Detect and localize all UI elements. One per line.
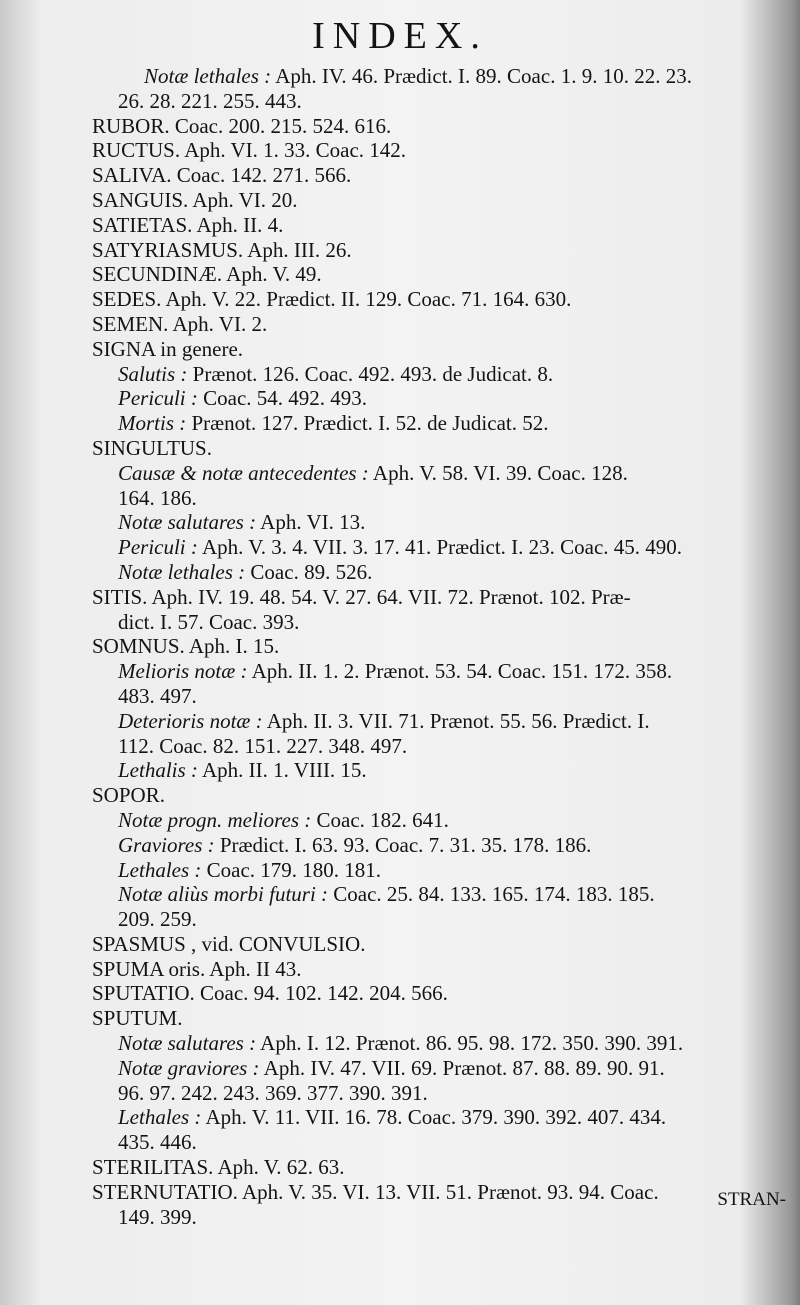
entry-references: Coac. 179. 180. 181. <box>201 857 382 882</box>
page-header: INDEX. <box>312 15 488 57</box>
index-entry-line <box>92 783 786 808</box>
entry-references: RUBOR. Coac. 200. 215. 524. 616. <box>92 113 392 138</box>
index-entry-line <box>92 287 786 312</box>
index-entry-line <box>92 337 786 362</box>
index-entry-line <box>92 238 786 263</box>
index-entry-line <box>92 634 786 659</box>
entry-subheading: Salutis : <box>118 361 188 386</box>
index-entry-line <box>92 981 786 1006</box>
entry-references: Coac. 54. 492. 493. <box>197 386 368 411</box>
index-entry-line <box>92 932 786 957</box>
entry-references: SATIETAS. Aph. II. 4. <box>92 212 284 237</box>
index-entry-line <box>92 411 786 436</box>
index-entry-line <box>92 585 786 610</box>
entry-references: Coac. 89. 526. <box>245 559 373 584</box>
entry-references: SANGUIS. Aph. VI. 20. <box>92 187 298 212</box>
entry-subheading: Lethales : <box>118 1105 202 1130</box>
index-entry-line <box>92 213 786 238</box>
entry-references: Prænot. 127. Prædict. I. 52. de Judicat. 52. <box>186 411 549 436</box>
index-entry-line <box>92 907 786 932</box>
entry-references: Aph. V. 3. 4. VII. 3. 17. 41. Prædict. I. 23. Coac. 45. 490. <box>197 535 683 560</box>
entry-references: SITIS. Aph. IV. 19. 48. 54. V. 27. 64. VII. 72. Prænot. 102. Præ- <box>92 584 631 609</box>
index-entry-line <box>92 1031 786 1056</box>
index-entry-line <box>92 262 786 287</box>
index-entry-line <box>92 114 786 139</box>
index-entry-line <box>92 486 786 511</box>
index-entry-line <box>92 610 786 635</box>
index-entry-line <box>92 659 786 684</box>
entry-references: Aph. V. 58. VI. 39. Coac. 128. <box>368 460 628 485</box>
entry-references: SEMEN. Aph. VI. 2. <box>92 311 268 336</box>
entry-references: SECUNDINÆ. Aph. V. 49. <box>92 262 322 287</box>
entry-references: 149. 399. <box>118 1204 197 1229</box>
index-entry-line <box>92 833 786 858</box>
entry-references: Aph. IV. 47. VII. 69. Prænot. 87. 88. 89. 90. 91. <box>259 1055 665 1080</box>
index-entry-line <box>92 957 786 982</box>
entry-references: Coac. 182. 641. <box>311 807 449 832</box>
index-entry-line <box>92 1105 786 1130</box>
entry-references: 164. 186. <box>118 485 197 510</box>
entry-references: Coac. 25. 84. 133. 165. 174. 183. 185. <box>328 882 655 907</box>
index-entry-line <box>92 510 786 535</box>
entry-references: SPUMA oris. Aph. II 43. <box>92 956 302 981</box>
index-body <box>92 64 786 1229</box>
entry-subheading: Notæ graviores : <box>118 1055 260 1080</box>
index-entry-line <box>92 1155 786 1180</box>
entry-references: SINGULTUS. <box>92 435 212 460</box>
index-entry-line <box>92 1006 786 1031</box>
entry-references: SPUTATIO. Coac. 94. 102. 142. 204. 566. <box>92 981 448 1006</box>
index-entry-line <box>92 1180 786 1205</box>
index-entry-line <box>92 1056 786 1081</box>
entry-references: Aph. II. 1. 2. Prænot. 53. 54. Coac. 151. 172. 358. <box>247 659 673 684</box>
entry-references: STERILITAS. Aph. V. 62. 63. <box>92 1155 345 1180</box>
entry-subheading: Causæ & notæ antecedentes : <box>118 460 369 485</box>
entry-references: STERNUTATIO. Aph. V. 35. VI. 13. VII. 51. Prænot. 93. 94. Coac. <box>92 1179 659 1204</box>
index-entry-line <box>92 386 786 411</box>
index-entry-line <box>92 1205 786 1230</box>
index-entry-line <box>92 436 786 461</box>
entry-references: SPUTUM. <box>92 1006 183 1031</box>
index-entry-line <box>92 89 786 114</box>
entry-subheading: Notæ salutares : <box>118 1031 257 1056</box>
index-entry-line <box>92 535 786 560</box>
entry-subheading: Notæ salutares : <box>118 510 257 535</box>
entry-references: RUCTUS. Aph. VI. 1. 33. Coac. 142. <box>92 138 407 163</box>
entry-subheading: Lethalis : <box>118 758 198 783</box>
entry-references: 96. 97. 242. 243. 369. 377. 390. 391. <box>118 1080 428 1105</box>
index-entry-line <box>92 560 786 585</box>
entry-references: Prænot. 126. Coac. 492. 493. de Judicat. 8. <box>187 361 554 386</box>
entry-references: SALIVA. Coac. 142. 271. 566. <box>92 163 352 188</box>
entry-references: SOPOR. <box>92 783 165 808</box>
entry-references: 483. 497. <box>118 683 197 708</box>
entry-references: Aph. V. 11. VII. 16. 78. Coac. 379. 390. 392. 407. 434. <box>201 1105 667 1130</box>
index-entry-line <box>92 709 786 734</box>
catchword: STRAN- <box>717 1189 786 1210</box>
entry-subheading: Notæ progn. meliores : <box>118 807 312 832</box>
entry-references: Aph. II. 3. VII. 71. Prænot. 55. 56. Prædict. I. <box>262 708 650 733</box>
entry-references: dict. I. 57. Coac. 393. <box>118 609 300 634</box>
entry-subheading: Periculi : <box>118 386 198 411</box>
index-entry-line <box>92 858 786 883</box>
entry-subheading: Mortis : <box>118 411 187 436</box>
entry-subheading: Notæ aliùs morbi futuri : <box>118 882 329 907</box>
entry-subheading: Lethales : <box>118 857 202 882</box>
entry-references: Aph. I. 12. Prænot. 86. 95. 98. 172. 350. 390. 391. <box>256 1031 684 1056</box>
entry-subheading: Graviores : <box>118 832 215 857</box>
index-entry-line <box>92 1081 786 1106</box>
entry-subheading: Periculi : <box>118 535 198 560</box>
index-entry-line <box>92 684 786 709</box>
entry-references: SATYRIASMUS. Aph. III. 26. <box>92 237 352 262</box>
index-entry-line <box>92 758 786 783</box>
entry-references: SEDES. Aph. V. 22. Prædict. II. 129. Coac. 71. 164. 630. <box>92 287 572 312</box>
entry-references: Aph. VI. 13. <box>256 510 366 535</box>
entry-references: Aph. II. 1. VIII. 15. <box>197 758 367 783</box>
index-entry-line <box>92 163 786 188</box>
entry-references: 26. 28. 221. 255. 443. <box>118 88 302 113</box>
index-entry-line <box>92 1130 786 1155</box>
index-entry-line <box>92 312 786 337</box>
index-entry-line <box>92 734 786 759</box>
entry-references: SPASMUS , vid. CONVULSIO. <box>92 931 366 956</box>
entry-subheading: Melioris notæ : <box>118 659 248 684</box>
index-entry-line <box>92 362 786 387</box>
entry-references: 435. 446. <box>118 1130 197 1155</box>
index-entry-line <box>92 882 786 907</box>
index-entry-line <box>92 188 786 213</box>
entry-references: Prædict. I. 63. 93. Coac. 7. 31. 35. 178. 186. <box>214 832 592 857</box>
entry-subheading: Notæ lethales : <box>144 64 272 88</box>
index-entry-line <box>92 138 786 163</box>
entry-references: 112. Coac. 82. 151. 227. 348. 497. <box>118 733 408 758</box>
entry-references: SIGNA in genere. <box>92 336 244 361</box>
index-entry-line <box>92 461 786 486</box>
entry-references: Aph. IV. 46. Prædict. I. 89. Coac. 1. 9. 10. 22. 23. <box>271 64 692 88</box>
index-entry-line <box>92 808 786 833</box>
entry-subheading: Deterioris notæ : <box>118 708 263 733</box>
entry-references: 209. 259. <box>118 907 197 932</box>
entry-references: SOMNUS. Aph. I. 15. <box>92 634 280 659</box>
entry-subheading: Notæ lethales : <box>118 559 246 584</box>
index-entry-line <box>92 64 786 89</box>
